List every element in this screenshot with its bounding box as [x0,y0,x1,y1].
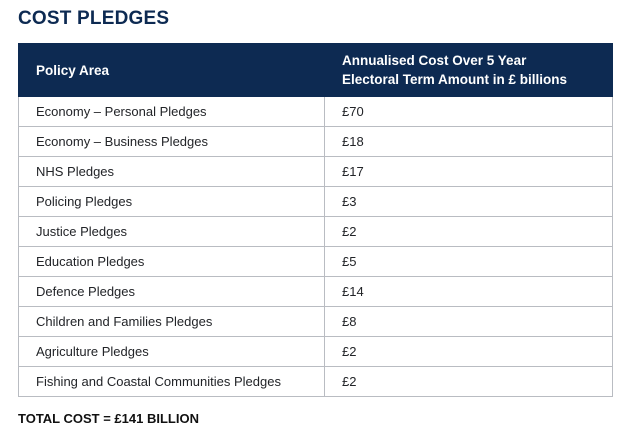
cost-cell: £2 [325,337,613,367]
cost-cell: £5 [325,247,613,277]
table-row [19,217,613,247]
policy-cell: Defence Pledges [19,277,325,307]
cost-cell: £2 [325,367,613,397]
table-row [19,277,613,307]
policy-cell: Fishing and Coastal Communities Pledges [19,367,325,397]
table-row [19,337,613,367]
annualised-cost-header [325,44,613,97]
policy-cell: Economy – Personal Pledges [19,97,325,127]
table-row [19,157,613,187]
cost-header-line-2: Electoral Term Amount in £ billions [342,72,568,87]
cost-pledges-table [18,43,613,397]
table-header-row [19,44,613,97]
table-row [19,367,613,397]
cost-cell: £18 [325,127,613,157]
policy-cell: Justice Pledges [19,217,325,247]
page-title: COST PLEDGES [18,8,170,29]
total-cost: TOTAL COST = £141 BILLION [18,411,199,426]
cost-header-line-1: Annualised Cost Over 5 Year [342,53,527,68]
policy-cell: Education Pledges [19,247,325,277]
table-row [19,187,613,217]
cost-cell: £17 [325,157,613,187]
table-row [19,247,613,277]
policy-cell: Economy – Business Pledges [19,127,325,157]
cost-cell: £8 [325,307,613,337]
policy-cell: NHS Pledges [19,157,325,187]
policy-cell: Policing Pledges [19,187,325,217]
policy-area-header: Policy Area [19,44,325,97]
table-row [19,307,613,337]
table-row [19,127,613,157]
policy-cell: Children and Families Pledges [19,307,325,337]
cost-cell: £14 [325,277,613,307]
cost-cell: £3 [325,187,613,217]
policy-cell: Agriculture Pledges [19,337,325,367]
cost-cell: £70 [325,97,613,127]
table-row [19,97,613,127]
cost-cell: £2 [325,217,613,247]
